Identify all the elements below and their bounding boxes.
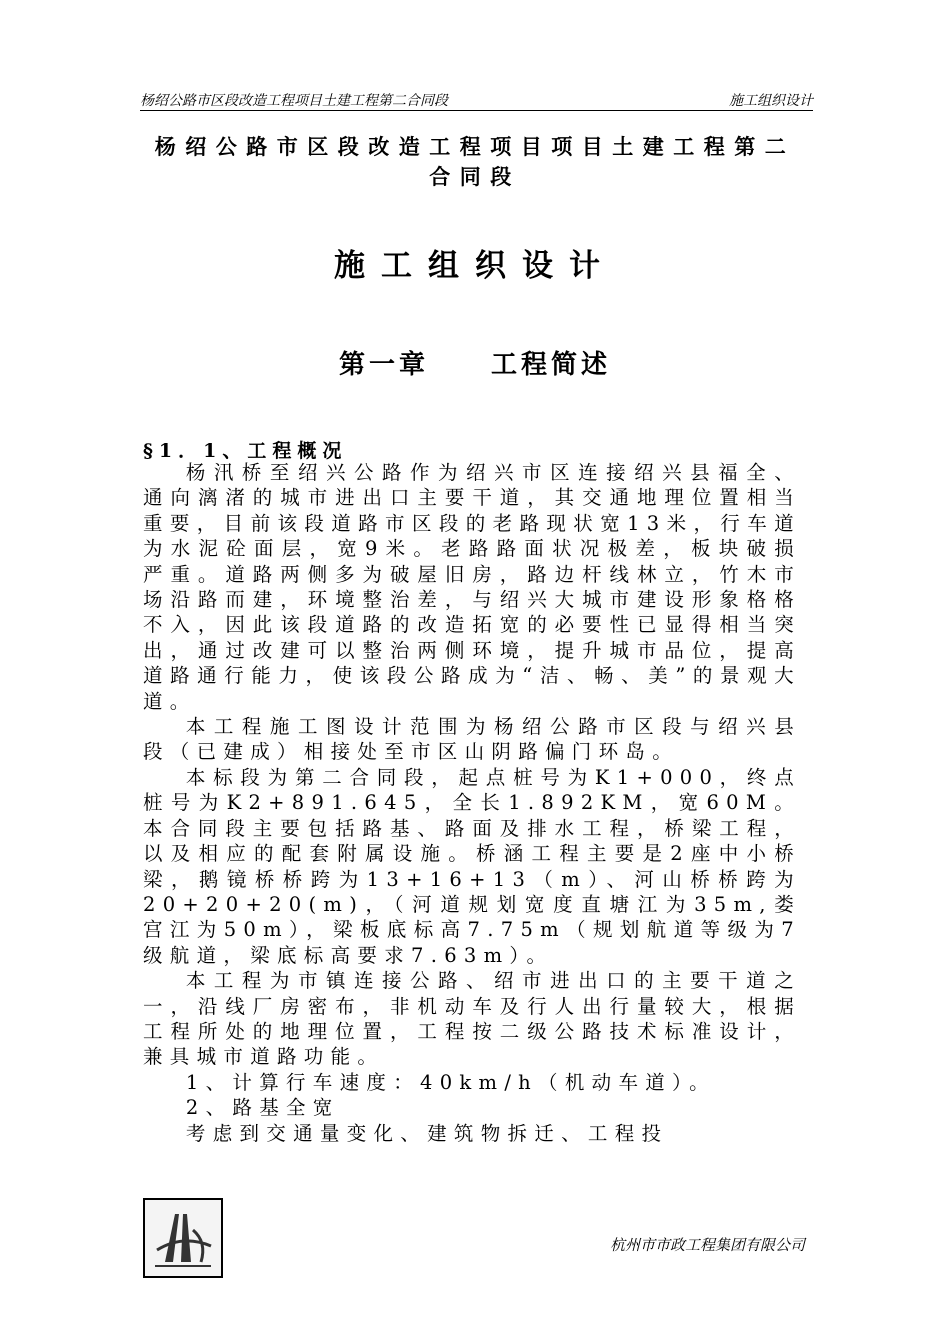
project-title: 杨绍公路市区段改造工程项目项目土建工程第二合同段 <box>154 134 796 189</box>
header-project-name: 杨绍公路市区段改造工程项目土建工程第二合同段 <box>140 93 448 109</box>
document-title: 施工组织设计 <box>334 248 616 284</box>
list-item: 2、路基全宽 <box>185 1096 340 1120</box>
paragraph: 本工程施工图设计范围为杨绍公路市区段与绍兴县段（已建成）相接处至市区山阴路偏门环岛。 <box>143 715 801 764</box>
paragraph: 考虑到交通量变化、建筑物拆迁、工程投 <box>185 1121 669 1145</box>
list-item: 1、计算行车速度：40km/h（机动车道）。 <box>185 1070 716 1094</box>
company-logo-icon <box>143 1198 223 1278</box>
chapter-number: 第一章 <box>338 350 429 380</box>
chapter-heading <box>140 344 810 381</box>
header-doc-type: 施工组织设计 <box>729 93 813 109</box>
section-heading: §1．1、工程概况 <box>143 440 348 462</box>
page-footer: 杭州市市政工程集团有限公司 <box>609 1236 805 1254</box>
page-header <box>140 88 813 111</box>
body-text <box>143 460 801 1146</box>
chapter-name: 工程简述 <box>491 350 612 380</box>
paragraph: 本工程为市镇连接公路、绍市进出口的主要干道之一，沿线厂房密布，非机动车及行人出行量较大，根据工程所处的地理位置，工程按二级公路技术标准设计，兼具城市道路功能。 <box>143 969 801 1069</box>
paragraph: 杨汛桥至绍兴公路作为绍兴市区连接绍兴县福全、通向漓渚的城市进出口主要干道，其交通地理位置相当重要，目前该段道路市区段的老路现状宽13米，行车道为水泥砼面层，宽9米。老路路面状况极差，板块破损严重。道路两侧多为破屋旧房，路边杆线林立，竹木市场沿路而建，环境整治差，与绍兴大城市建设形象格格不入，因此该段道路的改造拓宽的必要性已显得相当突出，通过改建可以整治两侧环境，提升城市品位，提高道路通行能力，使该段公路成为“洁、畅、美”的景观大道。 <box>143 461 801 713</box>
paragraph: 本标段为第二合同段，起点桩号为K1+000，终点桩号为K2+891.645，全长1.892KM，宽60M。本合同段主要包括路基、路面及排水工程，桥梁工程，以及相应的配套附属设施。桥涵工程主要是2座中小桥梁，鹅镜桥桥跨为13+16+13（m）、河山桥桥跨为20+20+20(m)，（河道规划宽度直塘江为35m,娄宫江为50m），梁板底标高7.75m（规划航道等级为7级航道，梁底标高要求7.63m）。 <box>143 765 801 967</box>
